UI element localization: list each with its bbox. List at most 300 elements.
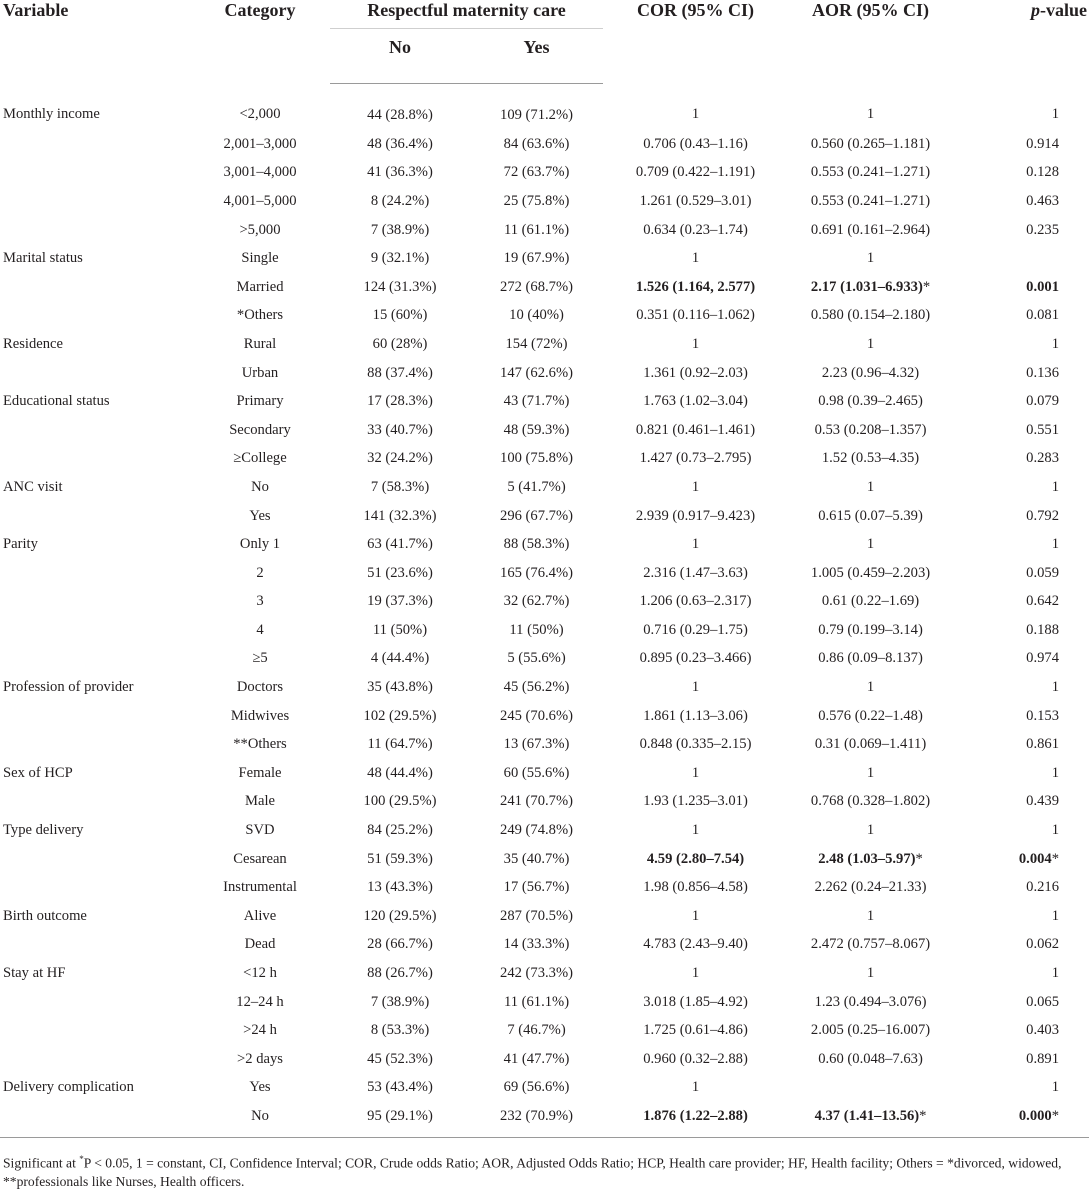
no-count-cell-text: 84 (25.2%) [367,822,433,839]
p-value-cell-text: 0.403 [1026,1022,1060,1039]
variable-cell [0,788,190,817]
aor-cell-text: 2.005 (0.25–16.007) [810,1022,931,1039]
category-cell [190,788,330,817]
variable-cell-text: Type delivery [3,822,84,839]
p-value-cell [953,816,1089,845]
no-count-cell-text: 28 (66.7%) [367,936,433,953]
cor-cell-text: 4.783 (2.43–9.40) [643,936,748,953]
aor-cell [788,902,953,931]
yes-count-cell-text: 5 (41.7%) [507,478,566,495]
category-cell-text: 2 [256,564,264,581]
no-count-cell-text: 124 (31.3%) [363,278,437,295]
yes-count-cell [470,473,603,502]
aor-cell [788,788,953,817]
cor-cell [603,759,788,788]
no-count-cell [330,473,470,502]
category-cell [190,445,330,474]
no-count-cell-text: 120 (29.5%) [363,907,437,924]
cor-cell-text: 2.316 (1.47–3.63) [643,564,748,581]
variable-cell [0,902,190,931]
p-value-cell [953,931,1089,960]
category-cell [190,130,330,159]
p-value-cell-text: 0.004 [1018,850,1052,867]
aor-cell-text: 1 [866,764,875,781]
p-value-cell [953,645,1089,674]
variable-cell [0,473,190,502]
yes-count-cell [470,1016,603,1045]
cor-cell [603,387,788,416]
aor-cell-text: 1 [866,907,875,924]
aor-cell [788,816,953,845]
aor-cell-text: 1 [866,536,875,553]
no-count-cell [330,645,470,674]
table-row [0,1045,1089,1074]
aor-cell-text: 1.005 (0.459–2.203) [810,564,931,581]
no-count-cell-text: 60 (28%) [372,335,428,352]
yes-count-cell-text: 35 (40.7%) [503,850,570,867]
p-value-cell [953,387,1089,416]
p-value-cell-text: 1 [1051,536,1060,553]
category-cell [190,873,330,902]
category-cell-text: Single [241,250,279,267]
p-value-cell-text: 1 [1051,106,1060,123]
category-cell [190,244,330,273]
no-count-cell [330,445,470,474]
aor-cell-text: 0.576 (0.22–1.48) [818,707,923,724]
cor-cell [603,816,788,845]
no-count-cell [330,273,470,302]
aor-cell [788,559,953,588]
aor-cell-text: 0.61 (0.22–1.69) [821,593,920,610]
cor-cell [603,359,788,388]
category-cell [190,1074,330,1103]
table-row [0,387,1089,416]
aor-cell [788,931,953,960]
cor-cell-text: 0.821 (0.461–1.461) [635,421,756,438]
aor-cell [788,988,953,1017]
cor-cell-text: 1.427 (0.73–2.795) [639,450,752,467]
no-count-cell-text: 4 (44.4%) [370,650,430,667]
variable-cell [0,445,190,474]
variable-cell [0,359,190,388]
category-cell [190,959,330,988]
no-count-cell-text: 8 (24.2%) [370,192,430,209]
category-cell [190,759,330,788]
aor-cell [788,187,953,216]
variable-cell [0,702,190,731]
table-row [0,845,1089,874]
yes-count-cell [470,445,603,474]
variable-cell [0,559,190,588]
category-cell-text: <2,000 [239,106,281,123]
no-count-cell [330,702,470,731]
table-row [0,130,1089,159]
aor-cell-text: 1 [866,679,875,696]
significance-marker: * [1051,1107,1060,1124]
p-value-cell [953,445,1089,474]
p-value-cell-text: 0.128 [1026,164,1060,181]
cor-cell [603,445,788,474]
no-count-cell-text: 51 (59.3%) [367,850,433,867]
p-value-cell [953,216,1089,245]
cor-cell [603,845,788,874]
cor-cell-text: 0.706 (0.43–1.16) [643,135,748,152]
no-count-cell-text: 95 (29.1%) [367,1107,433,1124]
variable-cell [0,302,190,331]
variable-cell [0,759,190,788]
aor-cell-text: 0.553 (0.241–1.271) [810,164,931,181]
yes-count-cell [470,1074,603,1103]
variable-cell [0,530,190,559]
cor-cell-text: 1 [691,106,700,123]
cor-cell [603,216,788,245]
variable-cell [0,216,190,245]
p-value-cell [953,845,1089,874]
aor-cell [788,1102,953,1137]
no-count-cell-text: 141 (32.3%) [363,507,437,524]
cor-cell-text: 1 [691,822,700,839]
no-count-cell [330,845,470,874]
category-cell [190,1102,330,1137]
aor-cell [788,588,953,617]
yes-count-cell [470,273,603,302]
aor-cell [788,645,953,674]
no-count-cell [330,416,470,445]
aor-cell-text: 1 [866,250,875,267]
p-value-cell [953,788,1089,817]
table-row [0,616,1089,645]
category-cell-text: Secondary [229,421,291,438]
table-row [0,159,1089,188]
header-variable: Variable [3,0,69,20]
no-count-cell-text: 100 (29.5%) [363,793,437,810]
variable-cell [0,616,190,645]
table-row [0,216,1089,245]
table-row [0,359,1089,388]
yes-count-cell-text: 41 (47.7%) [503,1050,570,1067]
yes-count-cell [470,759,603,788]
aor-cell-text: 0.553 (0.241–1.271) [810,192,931,209]
p-value-cell [953,330,1089,359]
cor-cell-text: 0.960 (0.32–2.88) [643,1050,748,1067]
yes-count-cell [470,330,603,359]
category-cell-text: Only 1 [239,536,281,553]
variable-cell-text: Birth outcome [3,907,87,924]
aor-cell-text: 0.98 (0.39–2.465) [818,393,923,410]
p-value-cell-text: 1 [1051,907,1060,924]
variable-cell [0,845,190,874]
variable-cell [0,130,190,159]
p-value-cell-text: 0.136 [1026,364,1060,381]
no-count-cell [330,588,470,617]
no-count-cell [330,959,470,988]
cor-cell-text: 1 [691,536,700,553]
category-cell-text: Rural [243,335,277,352]
header-p-value [953,0,1089,84]
variable-cell-text: Parity [3,536,38,553]
table-row [0,445,1089,474]
yes-count-cell-text: 147 (62.6%) [500,364,573,381]
header-p-letter: p [1031,0,1041,20]
cor-cell [603,130,788,159]
yes-count-cell-text: 11 (61.1%) [503,993,570,1010]
table-row [0,84,1089,131]
category-cell [190,1045,330,1074]
category-cell [190,387,330,416]
category-cell-text: Female [238,764,282,781]
no-count-cell [330,159,470,188]
cor-cell-text: 2.939 (0.917–9.423) [635,507,756,524]
category-cell-text: Yes [249,507,271,524]
significance-marker: * [922,278,931,295]
table-row [0,302,1089,331]
aor-cell-text: 2.262 (0.24–21.33) [814,879,927,896]
category-cell-text: ≥5 [252,650,268,667]
table-row [0,702,1089,731]
aor-cell-text: 0.53 (0.208–1.357) [814,421,927,438]
no-count-cell-text: 88 (26.7%) [367,965,433,982]
category-cell [190,416,330,445]
yes-count-cell [470,588,603,617]
yes-count-cell [470,959,603,988]
p-value-cell [953,302,1089,331]
yes-count-cell-text: 88 (58.3%) [503,536,570,553]
table-row [0,759,1089,788]
aor-cell-text: 0.60 (0.048–7.63) [818,1050,923,1067]
yes-count-cell-text: 232 (70.9%) [500,1107,573,1124]
cor-cell-text: 0.848 (0.335–2.15) [639,736,752,753]
no-count-cell-text: 15 (60%) [372,307,428,324]
p-value-cell-text: 0.914 [1026,135,1060,152]
category-cell [190,645,330,674]
p-value-cell [953,559,1089,588]
category-cell [190,84,330,131]
variable-cell [0,1074,190,1103]
category-cell [190,988,330,1017]
yes-count-cell-text: 242 (73.3%) [500,965,573,982]
no-count-cell [330,1016,470,1045]
aor-cell-text: 1.52 (0.53–4.35) [821,450,920,467]
no-count-cell [330,1045,470,1074]
cor-cell-text: 1 [691,965,700,982]
category-cell [190,559,330,588]
header-category: Category [224,0,296,20]
yes-count-cell-text: 84 (63.6%) [503,135,570,152]
p-value-cell [953,244,1089,273]
p-value-cell [953,473,1089,502]
category-cell [190,702,330,731]
variable-cell [0,645,190,674]
cor-cell-text: 1.98 (0.856–4.58) [643,879,748,896]
category-cell [190,616,330,645]
cor-cell [603,187,788,216]
aor-cell [788,130,953,159]
cor-cell [603,273,788,302]
yes-count-cell-text: 245 (70.6%) [500,707,573,724]
aor-cell [788,302,953,331]
no-count-cell [330,330,470,359]
cor-cell-text: 1.861 (1.13–3.06) [643,707,748,724]
aor-cell [788,273,953,302]
category-cell-text: No [251,1107,269,1124]
table-row [0,788,1089,817]
no-count-cell-text: 13 (43.3%) [367,879,433,896]
yes-count-cell [470,216,603,245]
no-count-cell-text: 48 (44.4%) [367,764,433,781]
cor-cell-text: 1.361 (0.92–2.03) [643,364,748,381]
aor-cell [788,416,953,445]
yes-count-cell [470,1102,603,1137]
yes-count-cell-text: 154 (72%) [505,335,568,352]
yes-count-cell-text: 43 (71.7%) [503,393,570,410]
no-count-cell [330,902,470,931]
p-value-cell [953,130,1089,159]
yes-count-cell [470,84,603,131]
yes-count-cell [470,359,603,388]
cor-cell-text: 0.351 (0.116–1.062) [636,307,755,324]
aor-cell [788,84,953,131]
category-cell [190,187,330,216]
cor-cell [603,330,788,359]
category-cell-text: >24 h [243,1022,277,1039]
category-cell [190,816,330,845]
aor-cell-text: 4.37 (1.41–13.56) [814,1107,920,1124]
aor-cell-text: 0.580 (0.154–2.180) [810,307,931,324]
variable-cell [0,84,190,131]
yes-count-cell-text: 11 (50%) [509,621,564,638]
aor-cell [788,216,953,245]
p-value-cell-text: 0.283 [1026,450,1060,467]
yes-count-cell-text: 5 (55.6%) [507,650,566,667]
category-cell [190,902,330,931]
no-count-cell-text: 11 (64.7%) [367,736,433,753]
category-cell [190,216,330,245]
no-count-cell [330,730,470,759]
no-count-cell [330,1074,470,1103]
cor-cell [603,959,788,988]
yes-count-cell-text: 60 (55.6%) [503,764,570,781]
no-count-cell-text: 19 (37.3%) [367,593,433,610]
header-aor: AOR (95% CI) [812,0,930,20]
p-value-cell [953,1074,1089,1103]
aor-cell-text: 2.23 (0.96–4.32) [821,364,920,381]
no-count-cell-text: 41 (36.3%) [367,164,433,181]
cor-cell-text: 1 [691,907,700,924]
variable-cell-text: Monthly income [3,106,100,123]
no-count-cell-text: 88 (37.4%) [367,364,433,381]
cor-cell [603,1016,788,1045]
category-cell-text: >5,000 [239,221,281,238]
yes-count-cell-text: 45 (56.2%) [503,679,570,696]
no-count-cell-text: 102 (29.5%) [363,707,437,724]
category-cell [190,330,330,359]
aor-cell [788,473,953,502]
table-row [0,988,1089,1017]
no-count-cell-text: 45 (52.3%) [367,1050,433,1067]
category-cell-text: Urban [241,364,279,381]
category-cell [190,530,330,559]
no-count-cell-text: 32 (24.2%) [367,450,433,467]
p-value-cell [953,273,1089,302]
yes-count-cell [470,931,603,960]
category-cell [190,502,330,531]
no-count-cell-text: 7 (38.9%) [370,221,430,238]
table-row [0,645,1089,674]
p-value-cell-text: 0.861 [1026,736,1060,753]
category-cell-text: 12–24 h [236,993,284,1010]
p-value-cell [953,730,1089,759]
aor-cell [788,502,953,531]
yes-count-cell [470,159,603,188]
yes-count-cell [470,502,603,531]
variable-cell [0,988,190,1017]
variable-cell [0,416,190,445]
aor-cell [788,673,953,702]
aor-cell-text: 0.86 (0.09–8.137) [818,650,923,667]
p-value-cell-text: 1 [1051,335,1060,352]
table-row [0,473,1089,502]
variable-cell [0,244,190,273]
cor-cell-text: 1 [691,478,700,495]
yes-count-cell [470,673,603,702]
no-count-cell-text: 17 (28.3%) [367,393,433,410]
aor-cell [788,1016,953,1045]
p-value-cell [953,1102,1089,1137]
no-count-cell [330,988,470,1017]
footnote-star: * [79,1153,84,1164]
cor-cell-text: 4.59 (2.80–7.54) [646,850,745,867]
yes-count-cell-text: 25 (75.8%) [503,192,570,209]
no-count-cell [330,1102,470,1137]
p-value-cell-text: 1 [1051,764,1060,781]
variable-cell [0,873,190,902]
cor-cell [603,244,788,273]
aor-cell-text: 0.615 (0.07–5.39) [818,507,923,524]
category-cell [190,302,330,331]
variable-cell [0,1016,190,1045]
variable-cell [0,588,190,617]
cor-cell [603,645,788,674]
header-cor: COR (95% CI) [637,0,755,20]
aor-cell [788,330,953,359]
table-row [0,673,1089,702]
variable-cell [0,502,190,531]
no-count-cell-text: 51 (23.6%) [367,564,433,581]
table-row [0,244,1089,273]
header-yes: Yes [470,29,603,84]
category-cell [190,588,330,617]
yes-count-cell-text: 69 (56.6%) [503,1079,570,1096]
yes-count-cell [470,988,603,1017]
cor-cell-text: 1.261 (0.529–3.01) [639,192,752,209]
cor-cell-text: 0.895 (0.23–3.466) [639,650,752,667]
footnote-prefix: Significant at [3,1155,80,1171]
cor-cell-text: 3.018 (1.85–4.92) [643,993,748,1010]
no-count-cell-text: 7 (58.3%) [370,478,430,495]
yes-count-cell [470,187,603,216]
table-row [0,959,1089,988]
no-count-cell [330,359,470,388]
aor-cell-text: 2.48 (1.03–5.97) [818,850,916,867]
cor-cell-text: 1.93 (1.235–3.01) [643,793,748,810]
cor-cell [603,988,788,1017]
category-cell-text: >2 days [237,1050,283,1067]
p-value-cell [953,588,1089,617]
variable-cell [0,931,190,960]
aor-cell [788,359,953,388]
yes-count-cell-text: 296 (67.7%) [500,507,573,524]
p-value-cell-text: 1 [1051,679,1060,696]
